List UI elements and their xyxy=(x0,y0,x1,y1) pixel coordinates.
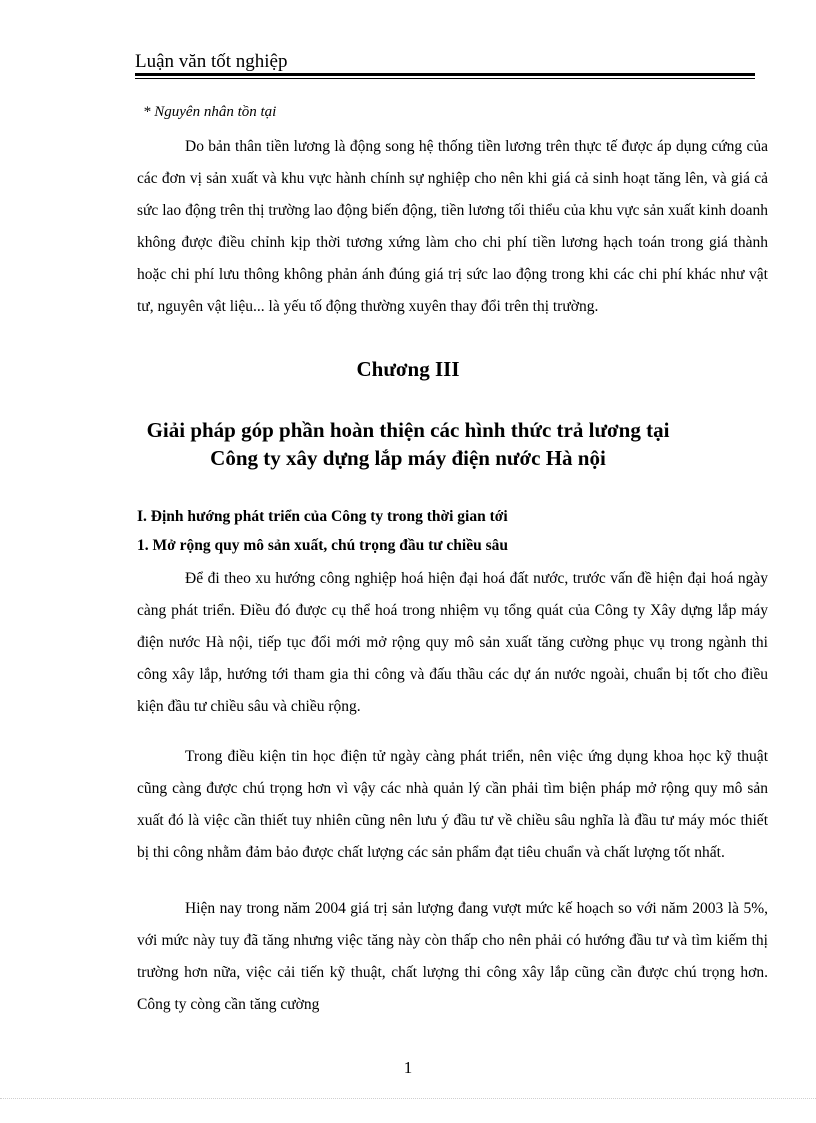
cause-heading: * Nguyên nhân tồn tại xyxy=(143,104,277,120)
paragraph-technology: Trong điều kiện tin học điện tử ngày càng phát triển, nên việc ứng dụng khoa học kỹ thuật cũng càng được chú trọng hơn vì vậy các nhà quản lý cần phải tìm biện pháp mở rộng quy mô sản xuất đó là việc cần thiết tuy nhiên cũng nên lưu ý đầu tư về chiều sâu nghĩa là đầu tư máy móc thiết bị thi công nhằm đảm bảo được chất lượng các sản phẩm đạt tiêu chuẩn và chất lượng tốt nhất. xyxy=(137,748,768,861)
paragraph-causes: Do bản thân tiền lương là động song hệ thống tiền lương trên thực tế được áp dụng cứng của các đơn vị sản xuất và khu vực hành chính sự nghiệp cho nên khi giá cả sinh hoạt tăng lên, và giá cả sức lao động trên thị trường lao động biến động, tiền lương tối thiểu của khu vực sản xuất kinh doanh không được điều chỉnh kịp thời tương xứng làm cho chi phí tiền lương hạch toán trong giá thành hoặc chi phí lưu thông không phản ánh đúng giá trị sức lao động trong khi các chi phí khác như vật tư, nguyên vật liệu... là yếu tố động thường xuyên thay đổi trên thị trường. xyxy=(137,138,768,315)
header-rule-thick xyxy=(135,73,755,76)
page-number: 1 xyxy=(403,1058,413,1077)
paragraph-orientation: Để đi theo xu hướng công nghiệp hoá hiện đại hoá đất nước, trước vấn đề hiện đại hoá ngày càng phát triển. Điều đó được cụ thể hoá trong nhiệm vụ tổng quát của Công ty Xây dựng lắp máy điện nước Hà nội, tiếp tục đổi mới mở rộng quy mô sản xuất tăng cường phục vụ trong ngành thi công xây lắp, hướng tới tham gia thi công và đấu thầu các dự án nước ngoài, chuẩn bị tốt cho điều kiện đầu tư chiều sâu và chiều rộng. xyxy=(137,570,768,715)
subsection-heading: 1. Mở rộng quy mô sản xuất, chú trọng đầu tư chiều sâu xyxy=(137,537,508,554)
section-heading: I. Định hướng phát triển của Công ty trong thời gian tới xyxy=(137,508,508,525)
paragraph-output-2004: Hiện nay trong năm 2004 giá trị sản lượng đang vượt mức kế hoạch so với năm 2003 là 5%, với mức này tuy đã tăng nhưng việc tăng này còn thấp cho nên phải có hướng đầu tư và tìm kiếm thị trường hơn nữa, việc cải tiến kỹ thuật, chất lượng thi công xây lắp cũng cần được chú trọng hơn. Công ty còng cần tăng cường xyxy=(137,900,768,1013)
chapter-title-line-1: Giải pháp góp phần hoàn thiện các hình thức trả lương tại xyxy=(146,418,670,442)
header-rule-thin xyxy=(135,78,755,79)
page-header-title: Luận văn tốt nghiệp xyxy=(135,51,288,72)
chapter-number: Chương III xyxy=(356,357,460,381)
chapter-title-line-2: Công ty xây dựng lắp máy điện nước Hà nội xyxy=(210,446,606,470)
footer-dotted-rule xyxy=(0,1098,816,1099)
